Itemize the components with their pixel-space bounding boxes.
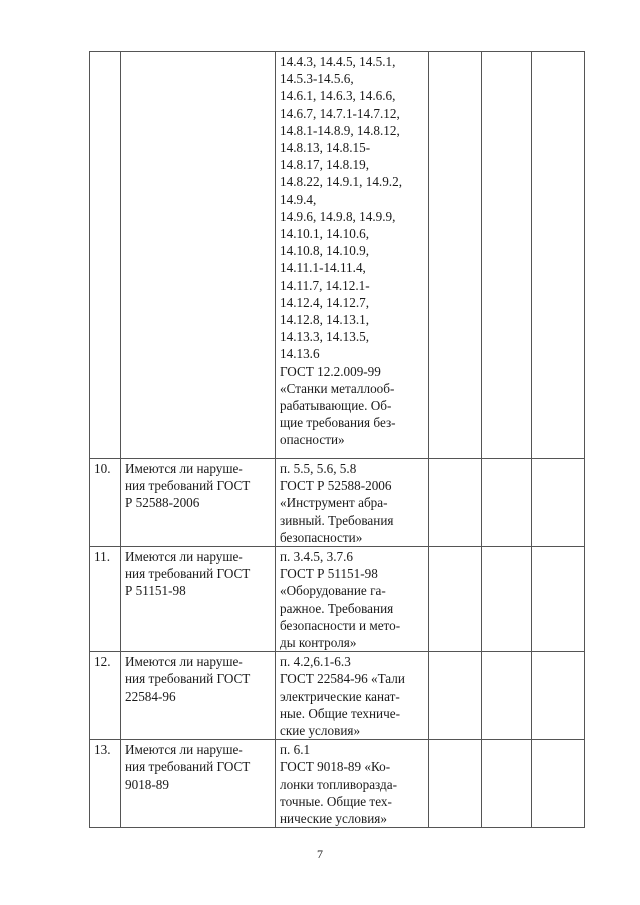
- row-number-cell: 10.: [90, 459, 121, 547]
- question-cell: Имеются ли наруше- ния требований ГОСТ 22584-96: [121, 652, 276, 740]
- answer-yes-cell[interactable]: [429, 547, 482, 652]
- answer-na-cell[interactable]: [532, 52, 585, 459]
- answer-na-cell[interactable]: [532, 740, 585, 828]
- reference-cell: п. 5.5, 5.6, 5.8 ГОСТ Р 52588-2006 «Инструмент абра- зивный. Требования безопасности»: [276, 459, 429, 547]
- answer-yes-cell[interactable]: [429, 740, 482, 828]
- answer-yes-cell[interactable]: [429, 459, 482, 547]
- reference-cell: п. 6.1 ГОСТ 9018-89 «Ко- лонки топливораздa- точные. Общие тех- нические условия»: [276, 740, 429, 828]
- answer-no-cell[interactable]: [482, 52, 532, 459]
- row-number-cell: 13.: [90, 740, 121, 828]
- reference-cell: 14.4.3, 14.4.5, 14.5.1, 14.5.3-14.5.6, 14.6.1, 14.6.3, 14.6.6, 14.6.7, 14.7.1-14.7.12, 14.8.1-14.8.9, 14.8.12, 14.8.13, 14.8.15- 14.8.17, 14.8.19, 14.8.22, 14.9.1, 14.9.2, 14.9.4, 14.9.6, 14.9.8, 14.9.9, 14.10.1, 14.10.6, 14.10.8, 14.10.9, 14.11.1-14.11.4, 14.11.7, 14.12.1- 14.12.4, 14.12.7, 14.12.8, 14.13.1, 14.13.3, 14.13.5, 14.13.6 ГОСТ 12.2.009-99 «Станки металлооб- рабатывающие. Об- щие требования без- опасности»: [276, 52, 429, 459]
- question-cell: Имеются ли наруше- ния требований ГОСТ Р 51151-98: [121, 547, 276, 652]
- answer-no-cell[interactable]: [482, 740, 532, 828]
- table-row: [90, 459, 585, 547]
- row-number-cell: [90, 52, 121, 459]
- answer-yes-cell[interactable]: [429, 652, 482, 740]
- question-cell: Имеются ли наруше- ния требований ГОСТ 9018-89: [121, 740, 276, 828]
- table-row: [90, 652, 585, 740]
- table-row: [90, 52, 585, 459]
- answer-yes-cell[interactable]: [429, 52, 482, 459]
- reference-cell: п. 4.2,6.1-6.3 ГОСТ 22584-96 «Тали электрические канат- ные. Общие техниче- ские условия»: [276, 652, 429, 740]
- page-number: 7: [317, 847, 323, 861]
- requirements-checklist-table: [89, 51, 585, 828]
- answer-no-cell[interactable]: [482, 652, 532, 740]
- answer-na-cell[interactable]: [532, 459, 585, 547]
- question-cell: [121, 52, 276, 459]
- answer-na-cell[interactable]: [532, 652, 585, 740]
- reference-cell: п. 3.4.5, 3.7.6 ГОСТ Р 51151-98 «Оборудование га- ражное. Требования безопасности и мето- ды контроля»: [276, 547, 429, 652]
- answer-na-cell[interactable]: [532, 547, 585, 652]
- table-row: [90, 740, 585, 828]
- row-number-cell: 12.: [90, 652, 121, 740]
- answer-no-cell[interactable]: [482, 547, 532, 652]
- answer-no-cell[interactable]: [482, 459, 532, 547]
- table-row: [90, 547, 585, 652]
- question-cell: Имеются ли наруше- ния требований ГОСТ Р 52588-2006: [121, 459, 276, 547]
- row-number-cell: 11.: [90, 547, 121, 652]
